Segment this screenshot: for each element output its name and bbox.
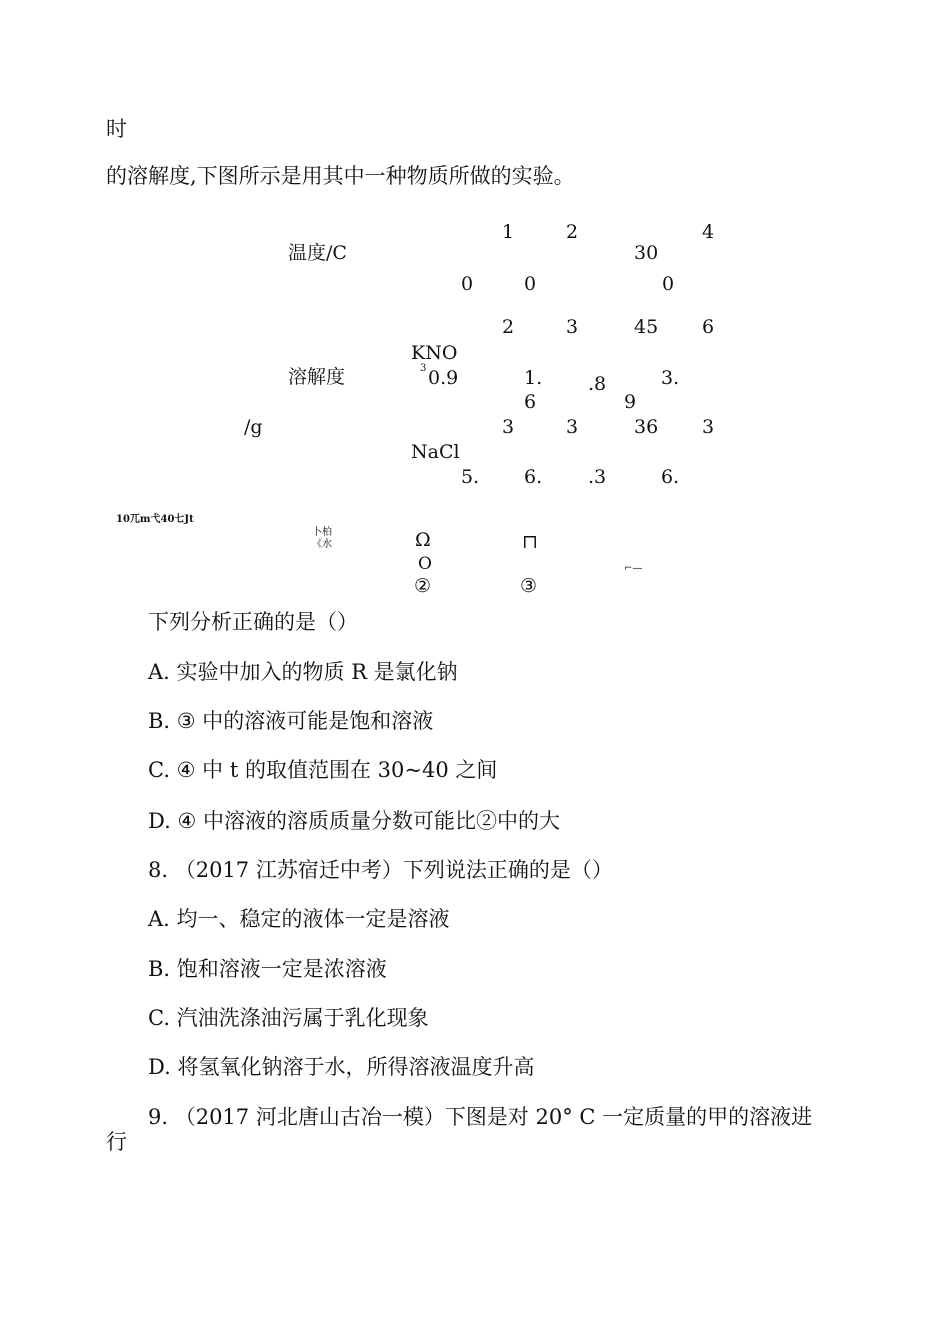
solubility-label: 溶解度 bbox=[288, 366, 346, 388]
water-label: 卜柏 《水 bbox=[312, 527, 332, 550]
beaker-2-mark: O bbox=[418, 554, 432, 574]
q9-stem-continued: 行 bbox=[106, 1130, 127, 1154]
circle-2-label: ② bbox=[414, 575, 432, 597]
nacl-value-3: .3 bbox=[588, 466, 607, 488]
beaker-3-top: ⊓ bbox=[522, 531, 538, 553]
nacl-value-2: 6. bbox=[524, 466, 543, 488]
q7-option-b: B. ③ 中的溶液可能是饱和溶液 bbox=[148, 709, 434, 733]
row-num-1: 2 bbox=[502, 316, 515, 338]
row-num-4: 6 bbox=[702, 316, 715, 338]
q7-option-d: D. ④ 中溶液的溶质质量分数可能比②中的大 bbox=[148, 809, 560, 833]
nacl-top-3: 36 bbox=[634, 416, 659, 438]
q8-option-a: A. 均一、稳定的液体一定是溶液 bbox=[148, 907, 450, 931]
intro-line-1: 时 bbox=[106, 117, 127, 141]
nacl-value-1: 5. bbox=[461, 466, 480, 488]
kno3-value-2: 1. bbox=[524, 367, 543, 389]
row-num-2: 3 bbox=[566, 316, 579, 338]
q7-option-a: A. 实验中加入的物质 R 是氯化钠 bbox=[148, 660, 458, 684]
intro-line-2: 的溶解度,下图所示是用其中一种物质所做的实验。 bbox=[106, 164, 575, 188]
nacl-top-1: 3 bbox=[502, 416, 515, 438]
circle-3-label: ③ bbox=[520, 575, 538, 597]
kno3-value-1: 0.9 bbox=[428, 367, 459, 389]
temp-upper-1: 1 bbox=[502, 221, 515, 243]
kno3-name: KNO bbox=[411, 342, 458, 364]
nacl-top-4: 3 bbox=[702, 416, 715, 438]
kno3-cut-2: 9 bbox=[624, 391, 637, 413]
nacl-top-2: 3 bbox=[566, 416, 579, 438]
q7-stem: 下列分析正确的是（） bbox=[148, 610, 358, 634]
temp-upper-4: 4 bbox=[702, 221, 715, 243]
temp-lower-3: 0 bbox=[662, 273, 675, 295]
temp-lower-1: 0 bbox=[461, 273, 474, 295]
kno3-cut-1: 6 bbox=[524, 391, 537, 413]
row-num-3: 45 bbox=[634, 316, 659, 338]
q8-stem: 8. （2017 江苏宿迁中考）下列说法正确的是（） bbox=[148, 858, 613, 882]
figure-caption: 10兀m弋40七Jt bbox=[116, 514, 194, 525]
beaker-2-top: Ω bbox=[415, 529, 431, 551]
q8-option-d: D. 将氢氧化钠溶于水，所得溶液温度升高 bbox=[148, 1055, 535, 1079]
temp-label: 温度/C bbox=[288, 242, 347, 264]
temp-30: 30 bbox=[634, 242, 659, 264]
kno3-value-3: .8 bbox=[588, 373, 607, 395]
kno3-value-4: 3. bbox=[661, 367, 680, 389]
beaker-4-mark: ⌐— bbox=[624, 563, 643, 574]
temp-upper-2: 2 bbox=[566, 221, 579, 243]
q8-option-b: B. 饱和溶液一定是浓溶液 bbox=[148, 957, 387, 981]
q9-stem: 9. （2017 河北唐山古冶一模）下图是对 20° C 一定质量的甲的溶液进 bbox=[148, 1105, 813, 1129]
unit-label: /g bbox=[244, 416, 263, 438]
q8-option-c: C. 汽油洗涤油污属于乳化现象 bbox=[148, 1006, 429, 1030]
kno3-subscript: 3 bbox=[420, 363, 427, 374]
nacl-value-4: 6. bbox=[661, 466, 680, 488]
nacl-name: NaCl bbox=[411, 441, 460, 463]
temp-lower-2: 0 bbox=[524, 273, 537, 295]
q7-option-c: C. ④ 中 t 的取值范围在 30~40 之间 bbox=[148, 758, 498, 782]
